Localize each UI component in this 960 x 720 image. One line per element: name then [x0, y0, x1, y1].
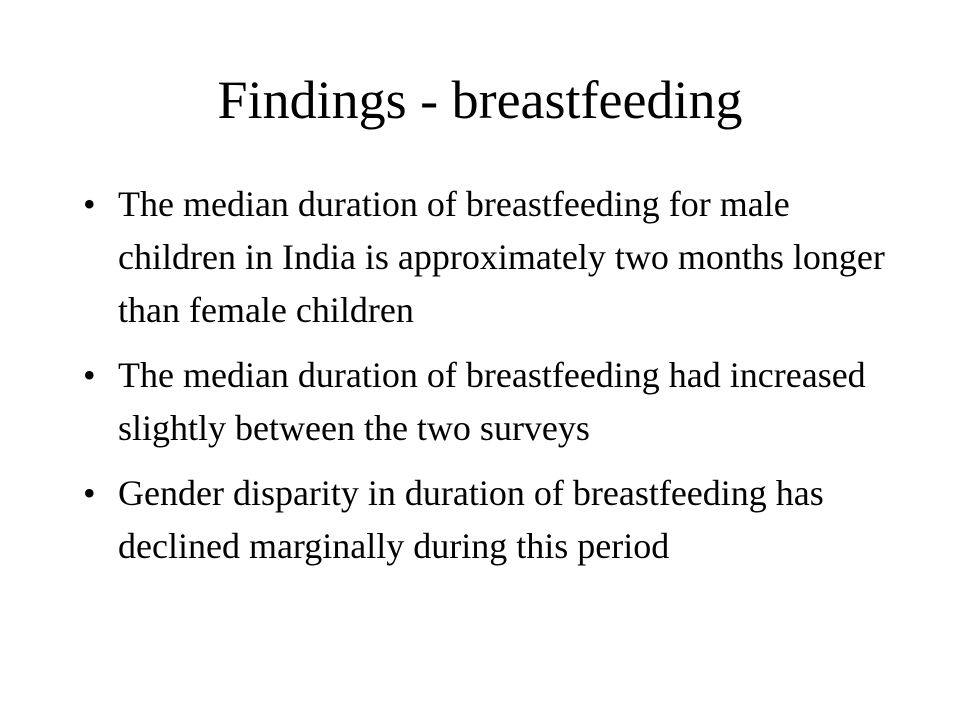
- bullet-item-2: [0, 349, 960, 455]
- bullet-icon: •: [83, 473, 96, 513]
- bullet-item-1: [0, 178, 960, 337]
- slide-title: Findings - breastfeeding: [217, 70, 743, 130]
- bullet-icon: •: [83, 355, 96, 395]
- bullet-item-3: [0, 467, 960, 573]
- bullet-list: [0, 178, 960, 585]
- bullet-text-3: Gender disparity in duration of breastfeeding has declined marginally during this period: [118, 473, 824, 566]
- bullet-text-1: The median duration of breastfeeding for male children in India is approximately two months longer than female children: [118, 184, 885, 330]
- bullet-text-2: The median duration of breastfeeding had increased slightly between the two surveys: [118, 355, 866, 448]
- bullet-icon: •: [83, 184, 96, 224]
